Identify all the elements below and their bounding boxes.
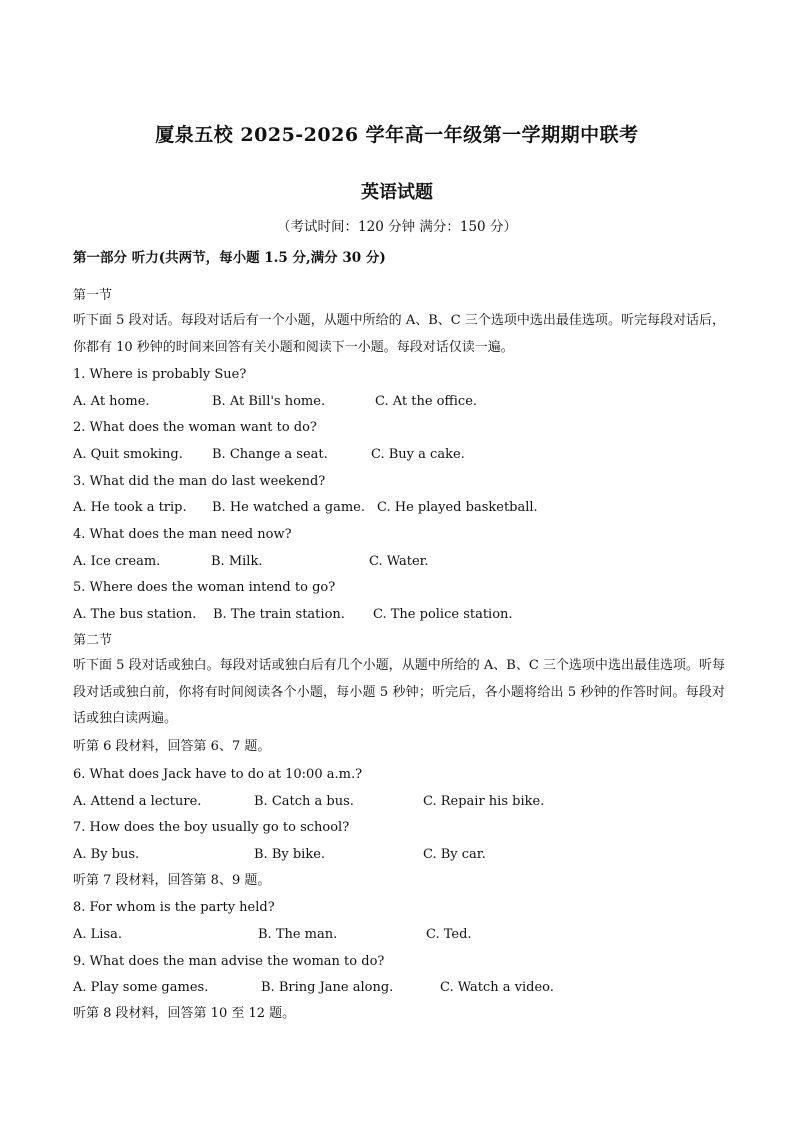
option-1a: A. At home. (73, 394, 150, 409)
option-6a: A. Attend a lecture. (73, 794, 202, 809)
question-6: 6. What does Jack have to do at 10:00 a.m.? (73, 767, 363, 782)
subject-title: 英语试题 (361, 182, 433, 203)
option-6c: C. Repair his bike. (423, 794, 545, 809)
question-7: 7. How does the boy usually go to school? (73, 820, 350, 835)
question-1: 1. Where is probably Sue? (73, 367, 247, 382)
option-3b: B. He watched a game. (212, 500, 365, 515)
option-4c: C. Water. (369, 554, 429, 569)
exam-info: （考试时间：120 分钟 满分：150 分） (277, 219, 517, 235)
material-note-6: 听第 6 段材料，回答第 6、7 题。 (73, 739, 271, 754)
option-7a: A. By bus. (73, 847, 140, 862)
option-8c: C. Ted. (426, 927, 472, 942)
option-8a: A. Lisa. (73, 927, 122, 942)
option-7c: C. By car. (423, 847, 486, 862)
part1-heading: 第一部分 听力(共两节，每小题 1.5 分,满分 30 分) (73, 250, 386, 266)
option-1c: C. At the office. (375, 394, 478, 409)
option-3c: C. He played basketball. (377, 500, 538, 515)
option-5c: C. The police station. (373, 607, 513, 622)
material-note-7: 听第 7 段材料，回答第 8、9 题。 (73, 873, 271, 888)
question-2: 2. What does the woman want to do? (73, 420, 317, 435)
material-note-8: 听第 8 段材料，回答第 10 至 12 题。 (73, 1006, 296, 1021)
option-4a: A. Ice cream. (73, 554, 161, 569)
option-1b: B. At Bill's home. (212, 394, 326, 409)
section1-instructions: 听下面 5 段对话。每段对话后有一个小题，从题中所给的 A、B、C 三个选项中选出最佳选项。听完每段对话后，你都有 10 秒钟的时间来回答有关小题和阅读下一小题。每段对话仅读一遍。 (73, 313, 725, 355)
question-9: 9. What does the man advise the woman to do? (73, 954, 385, 969)
question-8: 8. For whom is the party held? (73, 900, 275, 915)
option-8b: B. The man. (258, 927, 338, 942)
option-7b: B. By bike. (254, 847, 326, 862)
option-9c: C. Watch a video. (440, 980, 554, 995)
section1-label: 第一节 (73, 288, 113, 303)
section2-label: 第二节 (73, 633, 113, 648)
option-6b: B. Catch a bus. (254, 794, 354, 809)
option-5a: A. The bus station. (73, 607, 197, 622)
option-3a: A. He took a trip. (73, 500, 187, 515)
question-4: 4. What does the man need now? (73, 527, 292, 542)
question-5: 5. Where does the woman intend to go? (73, 580, 336, 595)
option-4b: B. Milk. (211, 554, 263, 569)
option-2a: A. Quit smoking. (73, 447, 183, 462)
option-9a: A. Play some games. (73, 980, 209, 995)
question-3: 3. What did the man do last weekend? (73, 474, 326, 489)
option-5b: B. The train station. (213, 607, 345, 622)
option-9b: B. Bring Jane along. (261, 980, 394, 995)
exam-title: 厦泉五校 2025-2026 学年高一年级第一学期期中联考 (155, 124, 639, 146)
option-2b: B. Change a seat. (212, 447, 328, 462)
option-2c: C. Buy a cake. (371, 447, 465, 462)
section2-instructions: 听下面 5 段对话或独白。每段对话或独白后有几个小题，从题中所给的 A、B、C 三个选项中选出最佳选项。听每段对话或独白前，你将有时间阅读各个小题，每小题 5 秒钟；听完后，各小题将给出 5 秒钟的作答时间。每段对话或独白读两遍。 (73, 658, 725, 726)
